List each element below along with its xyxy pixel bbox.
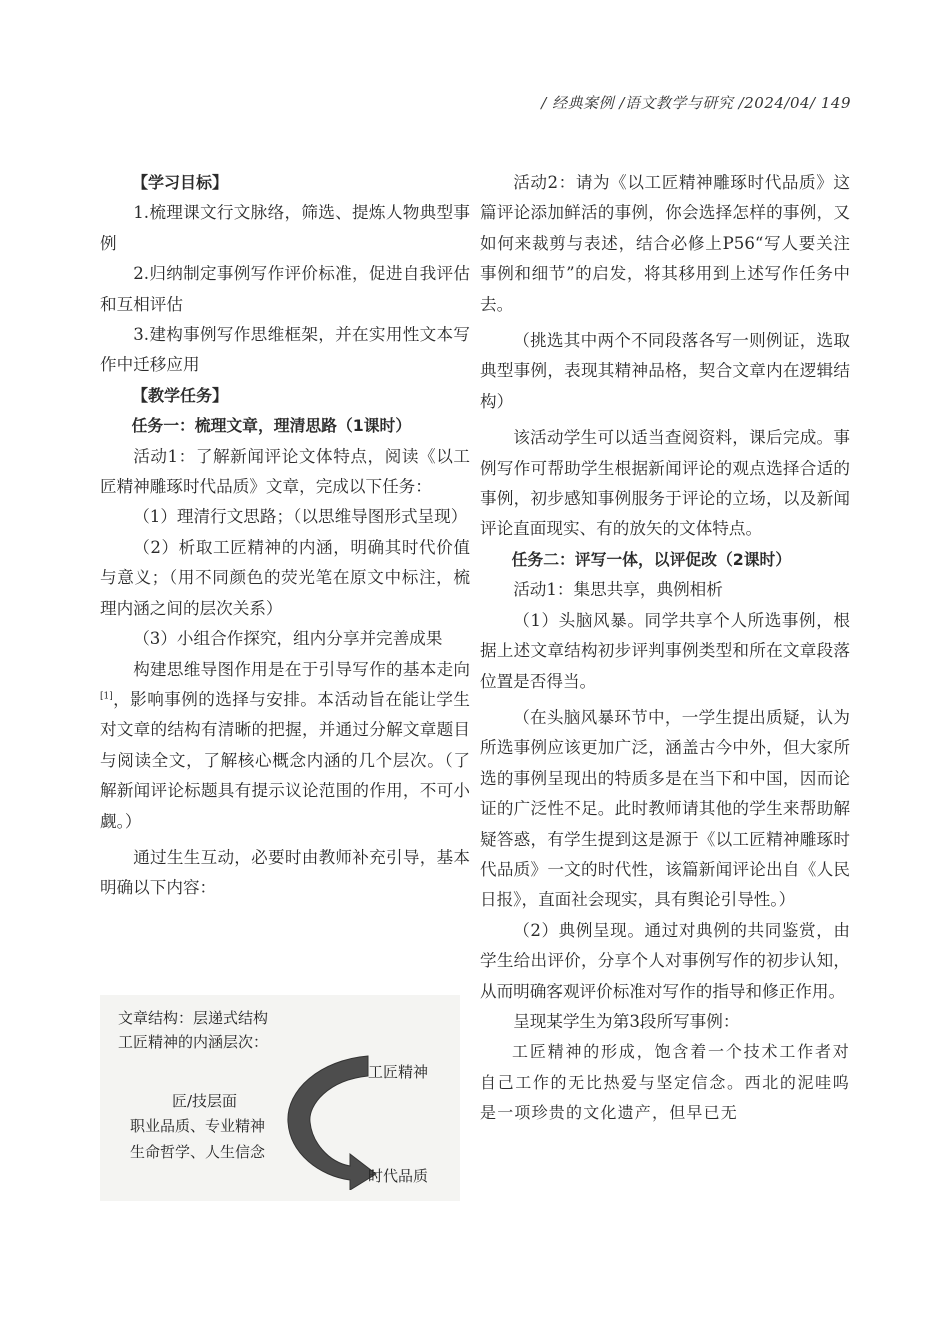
mindmap-text-b: ，影响事例的选择与安排。本活动旨在能让学生对文章的结构有清晰的把握，并通过分解文章题目与阅读全文，了解核心概念内涵的几个层次。（了解新闻评论标题具有提示议论范围的作用，不可小觑。） [100,689,470,831]
figure-arrow-top-label: 工匠精神 [368,1063,429,1081]
structure-figure [100,995,460,1201]
task-item: （1）理清行文思路；（以思维导图形式呈现） [133,507,468,527]
figure-level-craft: 匠/技层面 [172,1092,238,1110]
figure-arrow-bottom-label: 时代品质 [368,1167,429,1185]
figure-level-life: 生命哲学、人生信念 [130,1143,266,1161]
figure-level-professional: 职业品质、专业精神 [130,1117,266,1135]
brainstorm-paragraph: （1）头脑风暴。同学共享个人所选事例，根据上述文章结构初步评判事例类型和所在文章段落位置是否得当。 [480,610,850,691]
goal-item: 3.建构事例写作思维框架，并在实用性文本写作中迁移应用 [100,325,470,375]
mindmap-text-a: 构建思维导图作用是在于引导写作的基本走向 [133,659,470,679]
brainstorm-note: （在头脑风暴环节中，一学生提出质疑，认为所选事例应该更加广泛，涵盖古今中外，但大家所选的事例呈现出的特质多是在当下和中国，因而论证的广泛性不足。此时教师请其他的学生来帮助解疑答惑，有学生提到这是源于《以工匠精神雕琢时代品质》一文的时代性，该篇新闻评论出自《人民日报》，直面社会现实，具有舆论引导性。） [480,707,850,910]
mindmap-paragraph [100,655,470,837]
activity2-paragraph: 活动2：请为《以工匠精神雕琢时代品质》这篇评论添加鲜活的事例，你会选择怎样的事例，又如何来裁剪与表述，结合必修上P56“写人要关注事例和细节”的启发，将其移用到上述写作任务中去。 [480,173,850,314]
figure-levels-line: 工匠精神的内涵层次： [118,1033,269,1051]
running-head: / 经典案例 /语文教学与研究 /2024/04/ 149 [541,94,851,112]
activity-2-1: 活动1：集思共享，典例相析 [513,580,723,600]
sample-paragraph: 工匠精神的形成，饱含着一个技术工作者对自己工作的无比热爱与坚定信念。西北的泥哇呜是一项珍贵的文化遗产，但早已无 [480,1042,850,1123]
goal-item: 1.梳理课文行文脉络，筛选、提炼人物典型事例 [100,203,470,253]
task1-title: 任务一：梳理文章，理清思路（1课时） [131,416,412,436]
typical-paragraph: （2）典例呈现。通过对典例的共同鉴赏，由学生给出评价，分享个人对事例写作的初步认知，从而明确客观评价标准对写作的指导和修正作用。 [480,920,850,1001]
figure-structure-line: 文章结构：层递式结构 [118,1009,269,1027]
curved-arrow-icon [280,1050,380,1190]
task2-title: 任务二：评写一体，以评促改（2课时） [511,549,792,569]
activity2-desc: 该活动学生可以适当查阅资料，课后完成。事例写作可帮助学生根据新闻评论的观点选择合适的事例，初步感知事例服务于评论的立场，以及新闻评论直面现实、有的放矢的文体特点。 [480,428,850,539]
tasks-heading: 【教学任务】 [132,385,229,405]
goal-item: 2.归纳制定事例写作评价标准，促进自我评估和互相评估 [100,264,470,314]
task-item: （2）析取工匠精神的内涵，明确其时代价值与意义；（用不同颜色的荧光笔在原文中标注，梳理内涵之间的层次关系） [100,537,470,618]
activity1-paragraph: 活动1：了解新闻评论文体特点，阅读《以工匠精神雕琢时代品质》文章，完成以下任务： [100,446,470,497]
interaction-paragraph: 通过生生互动，必要时由教师补充引导，基本明确以下内容： [100,847,470,898]
task-item: （3）小组合作探究，组内分享并完善成果 [133,629,443,649]
left-column [100,168,470,904]
right-column [480,168,850,1129]
present-line: 呈现某学生为第3段所写事例： [513,1011,740,1031]
activity2-note: （挑选其中两个不同段落各写一则例证，选取典型事例，表现其精神品格，契合文章内在逻辑结构） [480,331,850,411]
goals-heading: 【学习目标】 [132,173,229,192]
citation-ref: [1] [100,691,113,702]
